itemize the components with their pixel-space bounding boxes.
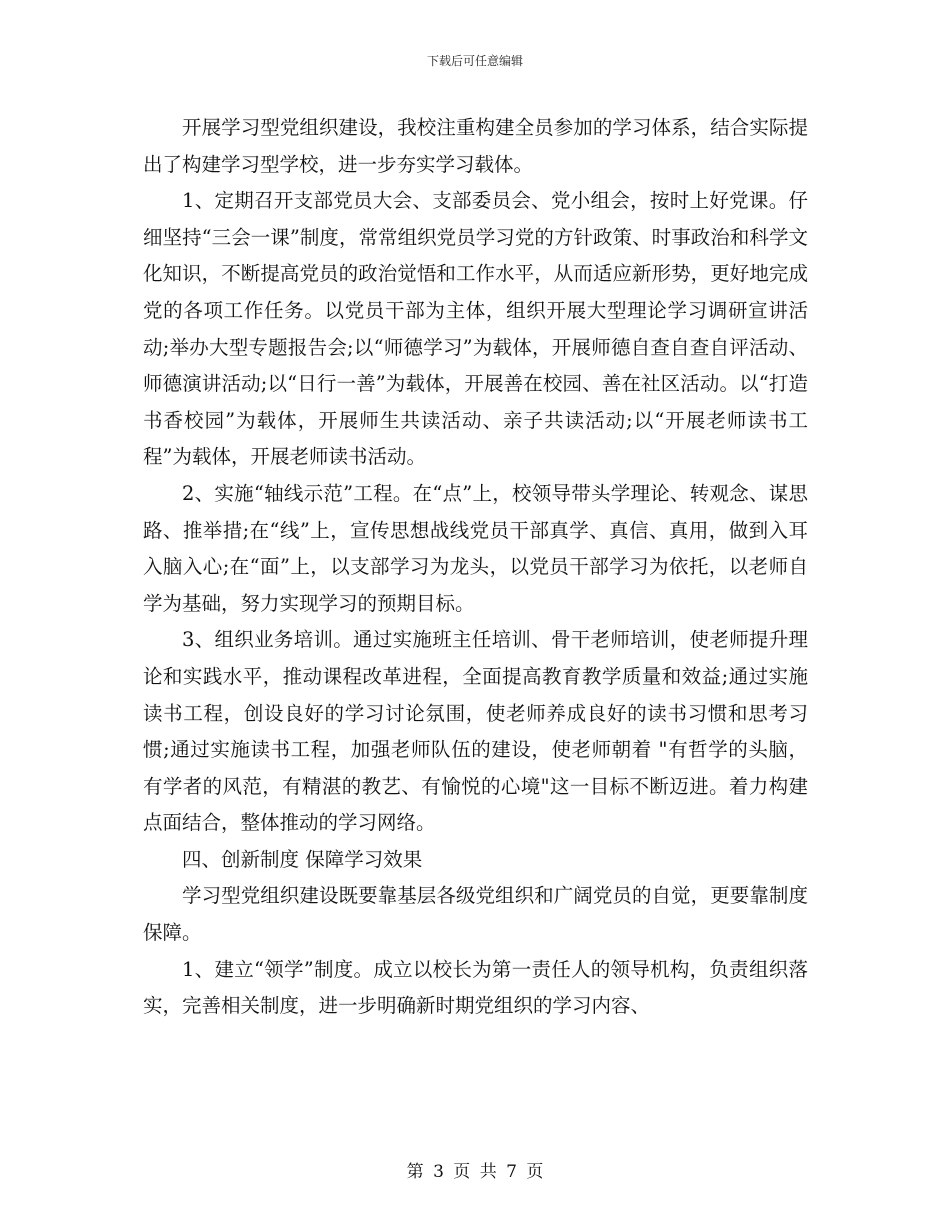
page-header: 下载后可任意编辑 — [426, 54, 523, 68]
section-heading: 四、创新制度 保障学习效果 — [182, 847, 423, 871]
paragraph-item-1: 1、定期召开支部党员大会、支部委员会、党小组会，按时上好党课。仔细坚持“三会一课”制度，常常组织党员学习党的方针政策、时事政治和科学文化知识，不断提高党员的政治觉悟和工作水平，从而适应新形势，更好地完成党的各项工作任务。以党员干部为主体，组织开展大型理论学习调研宣讲活动;举办大型专题报告会;以“师德学习”为载体，开展师德自查自查自评活动、师德演讲活动;以“日行一善”为载体，开展善在校园、善在社区活动。以“打造书香校园”为载体，开展师生共读活动、亲子共读活动;以“开展老师读书工程”为载体，开展老师读书活动。 — [143, 189, 808, 469]
paragraph-section-item-1: 1、建立“领学”制度。成立以校长为第一责任人的领导机构，负责组织落实，完善相关制度，进一步明确新时期党组织的学习内容、 — [143, 957, 808, 1018]
paragraph-item-3: 3、组织业务培训。通过实施班主任培训、骨干老师培训，使老师提升理论和实践水平，推动课程改革进程，全面提高教育教学质量和效益;通过实施读书工程，创设良好的学习讨论氛围，使老师养成良好的读书习惯和思考习惯;通过实施读书工程，加强老师队伍的建设，使老师朝着 "有哲学的头脑，有学者的风范，有精湛的教艺、有愉悦的心境"这一目标不断迈进。着力构建点面结合，整体推动的学习网络。 — [143, 628, 808, 835]
paragraph-intro: 开展学习型党组织建设，我校注重构建全员参加的学习体系，结合实际提出了构建学习型学校，进一步夯实学习载体。 — [143, 116, 808, 176]
paragraph-item-2: 2、实施“轴线示范”工程。在“点”上，校领导带头学理论、转观念、谋思路、推举措;在“线”上，宣传思想战线党员干部真学、真信、真用，做到入耳入脑入心;在“面”上，以支部学习为龙头，以党员干部学习为依托，以老师自学为基础，努力实现学习的预期目标。 — [143, 481, 808, 615]
page-footer: 第 3 页 共 7 页 — [406, 1162, 544, 1182]
document-body — [143, 110, 808, 1025]
paragraph-section-intro: 学习型党组织建设既要靠基层各级党组织和广阔党员的自觉，更要靠制度保障。 — [143, 884, 808, 945]
